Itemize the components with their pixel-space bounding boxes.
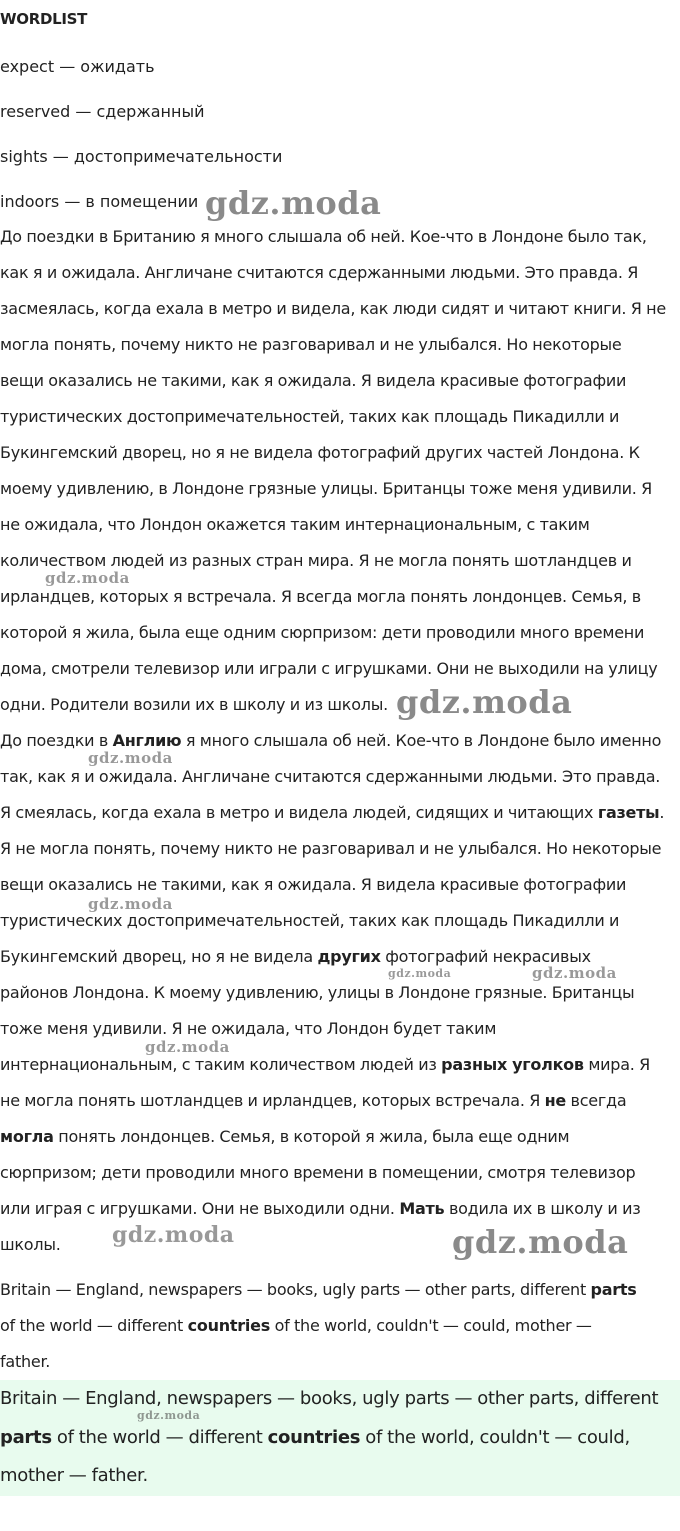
text-line: Я не могла понять, почему никто не разговаривал и не улыбался. Но некоторые [0, 839, 662, 858]
text-line: одни. Родители возили их в школу и из школы. [0, 695, 388, 714]
bold-word: газеты [597, 803, 660, 822]
watermark: gdz.moda [88, 749, 173, 767]
text-line: ирландцев, которых я встречала. Я всегда могла понять лондонцев. Семья, в [0, 587, 641, 606]
translation-paragraph-2 [0, 723, 680, 1263]
wordlist-item: expect — ожидать [0, 57, 155, 76]
watermark: gdz.moda [145, 1038, 230, 1056]
text-line: районов Лондона. К моему удивлению, улицы в Лондоне грязные. Британцы [0, 983, 635, 1002]
translation-paragraph-1 [0, 219, 680, 723]
bold-word: countries [187, 1316, 271, 1335]
text-line: количеством людей из разных стран мира. Я не могла понять шотландцев и [0, 551, 632, 570]
watermark: gdz.moda [137, 1409, 201, 1422]
text-line: parts of the world — different countries of the world, couldn't — could, [0, 1426, 630, 1448]
bold-word: могла [0, 1127, 54, 1146]
watermark: gdz.moda [88, 895, 173, 913]
text-line: До поездки в Британию я много слышала об ней. Кое-что в Лондоне было так, [0, 227, 647, 246]
text-line: могла понять, почему никто не разговаривал и не улыбался. Но некоторые [0, 335, 622, 354]
text-line: которой я жила, была еще одним сюрпризом: дети проводили много времени [0, 623, 645, 642]
text-line: или играя с игрушками. Они не выходили одни. Мать водила их в школу и из [0, 1199, 641, 1218]
text-line: интернациональным, с таким количеством людей из разных уголков мира. Я [0, 1055, 651, 1074]
wordlist-heading: WORDLIST [0, 10, 88, 28]
bold-word: разных уголков [441, 1055, 584, 1074]
watermark: gdz.moda [112, 1222, 235, 1248]
text-line: засмеялась, когда ехала в метро и видела, как люди сидят и читают книги. Я не [0, 299, 666, 318]
watermark: gdz.moda [388, 967, 452, 980]
text-line: вещи оказались не такими, как я ожидала. Я видела красивые фотографии [0, 371, 627, 390]
text-line: Букингемский дворец, но я не видела фотографий других частей Лондона. К [0, 443, 640, 462]
text-line: Britain — England, newspapers — books, ugly parts — other parts, different parts [0, 1280, 637, 1299]
bold-word: countries [267, 1426, 361, 1448]
wordlist-item: sights — достопримечательности [0, 147, 283, 166]
text-line: как я и ожидала. Англичане считаются сдержанными людьми. Это правда. Я [0, 263, 639, 282]
text-line: так, как я и ожидала. Англичане считаются сдержанными людьми. Это правда. [0, 767, 661, 786]
bold-word: Англию [112, 731, 182, 750]
watermark: gdz.moda [45, 569, 130, 587]
text-line: туристических достопримечательностей, таких как площадь Пикадилли и [0, 911, 620, 930]
text-line: туристических достопримечательностей, таких как площадь Пикадилли и [0, 407, 620, 426]
text-line: школы. [0, 1235, 61, 1254]
text-line: mother — father. [0, 1465, 148, 1486]
wordlist-item: reserved — сдержанный [0, 102, 205, 121]
bold-word: не [544, 1091, 567, 1110]
text-line: сюрпризом; дети проводили много времени в помещении, смотря телевизор [0, 1163, 636, 1182]
text-line: дома, смотрели телевизор или играли с игрушками. Они не выходили на улицу [0, 659, 658, 678]
text-line: Britain — England, newspapers — books, ugly parts — other parts, different [0, 1388, 659, 1409]
bold-word: других [317, 947, 381, 966]
bold-word: Мать [399, 1199, 445, 1218]
text-line: вещи оказались не такими, как я ожидала. Я видела красивые фотографии [0, 875, 627, 894]
text-line: of the world — different countries of the world, couldn't — could, mother — [0, 1316, 592, 1335]
text-line: моему удивлению, в Лондоне грязные улицы. Британцы тоже меня удивили. Я [0, 479, 652, 498]
watermark: gdz.moda [532, 964, 617, 982]
text-line: father. [0, 1352, 51, 1371]
answer-box [0, 1380, 680, 1496]
watermark: gdz.moda [205, 184, 382, 222]
text-line: Букингемский дворец, но я не видела других фотографий некрасивых [0, 947, 591, 966]
text-line: не ожидала, что Лондон окажется таким интернациональным, с таким [0, 515, 590, 534]
bold-word: parts [590, 1280, 637, 1299]
bold-word: parts [0, 1426, 52, 1448]
wordlist-item: indoors — в помещении [0, 192, 199, 211]
text-line: не могла понять шотландцев и ирландцев, которых встречала. Я не всегда [0, 1091, 627, 1110]
text-line: Я смеялась, когда ехала в метро и видела людей, сидящих и читающих газеты. [0, 803, 665, 822]
watermark: gdz.moda [452, 1223, 629, 1261]
text-line: могла понять лондонцев. Семья, в которой я жила, была еще одним [0, 1127, 570, 1146]
replacements-paragraph [0, 1272, 680, 1380]
watermark: gdz.moda [396, 683, 573, 721]
text-line: тоже меня удивили. Я не ожидала, что Лондон будет таким [0, 1019, 497, 1038]
text-line: До поездки в Англию я много слышала об ней. Кое-что в Лондоне было именно [0, 731, 662, 750]
